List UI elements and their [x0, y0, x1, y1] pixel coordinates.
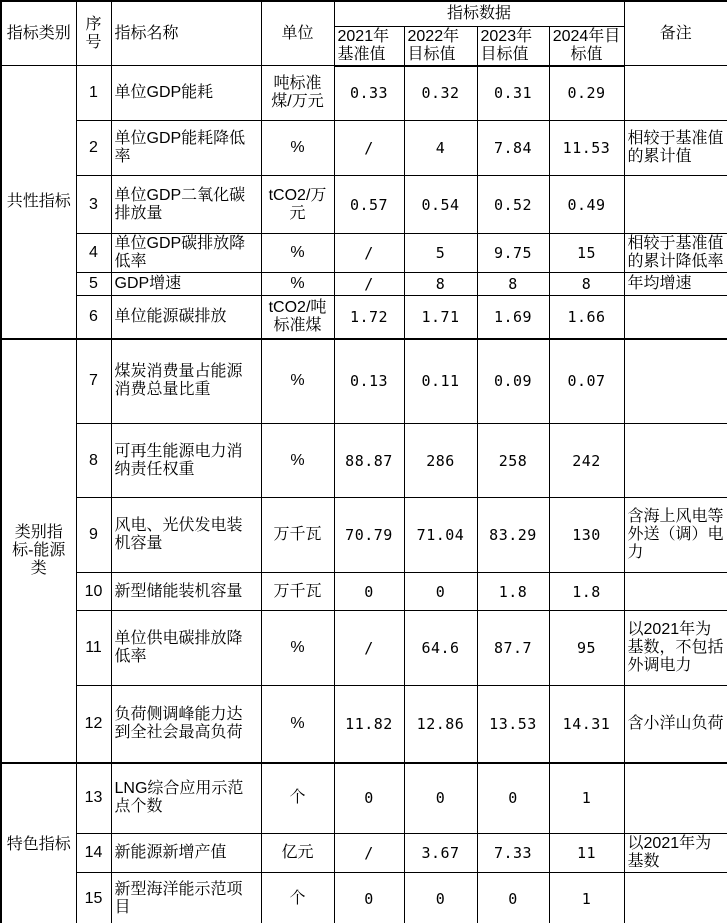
header-2024-target: 2024年目标值	[549, 26, 624, 66]
table-row	[1, 66, 727, 121]
cell-category: 特色指标	[1, 763, 76, 923]
cell-value-2021: /	[334, 273, 404, 296]
cell-unit: %	[261, 121, 334, 176]
cell-value-2022: 0	[404, 763, 477, 834]
cell-value-2021: /	[334, 234, 404, 273]
header-unit: 单位	[261, 1, 334, 66]
header-2021-baseline: 2021年基准值	[334, 26, 404, 66]
table-row	[1, 296, 727, 339]
table-header	[1, 1, 727, 66]
cell-unit: %	[261, 424, 334, 498]
cell-unit: tCO2/万元	[261, 176, 334, 234]
cell-remark: 年均增速	[624, 273, 727, 296]
cell-serial-number: 4	[76, 234, 111, 273]
table-row	[1, 273, 727, 296]
cell-serial-number: 7	[76, 339, 111, 424]
cell-value-2022: 0.11	[404, 339, 477, 424]
cell-serial-number: 8	[76, 424, 111, 498]
cell-value-2024: 15	[549, 234, 624, 273]
cell-value-2022: 4	[404, 121, 477, 176]
cell-indicator-name: 单位供电碳排放降低率	[111, 611, 261, 686]
cell-unit: %	[261, 234, 334, 273]
cell-value-2022: 286	[404, 424, 477, 498]
cell-value-2023: 0.31	[477, 66, 549, 121]
table-body	[1, 66, 727, 923]
cell-serial-number: 2	[76, 121, 111, 176]
cell-indicator-name: 单位GDP能耗	[111, 66, 261, 121]
cell-remark: 相较于基准值的累计降低率	[624, 234, 727, 273]
cell-unit: 吨标准煤/万元	[261, 66, 334, 121]
cell-serial-number: 13	[76, 763, 111, 834]
cell-indicator-name: LNG综合应用示范点个数	[111, 763, 261, 834]
cell-value-2024: 1.66	[549, 296, 624, 339]
header-indicator-data: 指标数据	[334, 1, 624, 26]
header-serial-number: 序号	[76, 1, 111, 66]
cell-serial-number: 1	[76, 66, 111, 121]
cell-value-2023: 13.53	[477, 686, 549, 763]
cell-value-2023: 9.75	[477, 234, 549, 273]
cell-value-2024: 11	[549, 834, 624, 873]
cell-value-2022: 0	[404, 573, 477, 611]
cell-remark: 相较于基准值的累计值	[624, 121, 727, 176]
cell-value-2021: 11.82	[334, 686, 404, 763]
cell-value-2021: /	[334, 121, 404, 176]
cell-remark: 含海上风电等外送（调）电力	[624, 498, 727, 573]
cell-serial-number: 5	[76, 273, 111, 296]
cell-indicator-name: 新型海洋能示范项目	[111, 873, 261, 923]
cell-value-2023: 7.33	[477, 834, 549, 873]
cell-value-2023: 7.84	[477, 121, 549, 176]
header-indicator-name: 指标名称	[111, 1, 261, 66]
cell-value-2022: 64.6	[404, 611, 477, 686]
cell-value-2021: 0	[334, 573, 404, 611]
table-row	[1, 176, 727, 234]
cell-value-2024: 0.29	[549, 66, 624, 121]
cell-remark	[624, 296, 727, 339]
cell-indicator-name: 单位GDP能耗降低率	[111, 121, 261, 176]
cell-value-2023: 258	[477, 424, 549, 498]
cell-value-2022: 0.32	[404, 66, 477, 121]
cell-serial-number: 10	[76, 573, 111, 611]
cell-serial-number: 3	[76, 176, 111, 234]
cell-value-2022: 3.67	[404, 834, 477, 873]
cell-value-2021: 1.72	[334, 296, 404, 339]
table-row	[1, 424, 727, 498]
cell-serial-number: 15	[76, 873, 111, 923]
table-row	[1, 873, 727, 923]
cell-value-2024: 11.53	[549, 121, 624, 176]
cell-serial-number: 6	[76, 296, 111, 339]
cell-value-2024: 14.31	[549, 686, 624, 763]
header-remark: 备注	[624, 1, 727, 66]
cell-value-2021: 0	[334, 763, 404, 834]
cell-value-2023: 0	[477, 873, 549, 923]
cell-indicator-name: 单位GDP碳排放降低率	[111, 234, 261, 273]
cell-value-2022: 12.86	[404, 686, 477, 763]
cell-indicator-name: 可再生能源电力消纳责任权重	[111, 424, 261, 498]
cell-value-2021: 0	[334, 873, 404, 923]
table-row	[1, 234, 727, 273]
cell-remark: 以2021年为基数，不包括外调电力	[624, 611, 727, 686]
cell-indicator-name: 负荷侧调峰能力达到全社会最高负荷	[111, 686, 261, 763]
cell-value-2024: 95	[549, 611, 624, 686]
cell-unit: %	[261, 611, 334, 686]
cell-value-2021: /	[334, 834, 404, 873]
table-row	[1, 834, 727, 873]
cell-value-2023: 87.7	[477, 611, 549, 686]
cell-remark	[624, 873, 727, 923]
cell-value-2024: 0.49	[549, 176, 624, 234]
cell-remark	[624, 66, 727, 121]
cell-serial-number: 12	[76, 686, 111, 763]
cell-remark: 含小洋山负荷	[624, 686, 727, 763]
header-indicator-category: 指标类别	[1, 1, 76, 66]
cell-unit: 万千瓦	[261, 498, 334, 573]
cell-unit: 个	[261, 763, 334, 834]
cell-indicator-name: 新型储能装机容量	[111, 573, 261, 611]
cell-unit: %	[261, 273, 334, 296]
cell-remark	[624, 176, 727, 234]
header-2023-target: 2023年目标值	[477, 26, 549, 66]
cell-serial-number: 11	[76, 611, 111, 686]
table-row	[1, 121, 727, 176]
cell-value-2021: 88.87	[334, 424, 404, 498]
cell-value-2024: 0.07	[549, 339, 624, 424]
cell-remark	[624, 573, 727, 611]
cell-indicator-name: 风电、光伏发电装机容量	[111, 498, 261, 573]
cell-remark	[624, 424, 727, 498]
cell-category: 类别指标-能源类	[1, 339, 76, 763]
cell-value-2023: 1.69	[477, 296, 549, 339]
header-row-group	[1, 1, 727, 26]
cell-serial-number: 9	[76, 498, 111, 573]
cell-remark: 以2021年为基数	[624, 834, 727, 873]
cell-value-2021: 70.79	[334, 498, 404, 573]
cell-indicator-name: 单位GDP二氧化碳排放量	[111, 176, 261, 234]
cell-value-2023: 8	[477, 273, 549, 296]
table-row	[1, 339, 727, 424]
cell-indicator-name: 新能源新增产值	[111, 834, 261, 873]
cell-value-2022: 5	[404, 234, 477, 273]
cell-value-2023: 0.52	[477, 176, 549, 234]
cell-value-2021: 0.33	[334, 66, 404, 121]
cell-value-2022: 0.54	[404, 176, 477, 234]
cell-value-2023: 83.29	[477, 498, 549, 573]
cell-indicator-name: 煤炭消费量占能源消费总量比重	[111, 339, 261, 424]
cell-remark	[624, 763, 727, 834]
cell-unit: %	[261, 339, 334, 424]
cell-value-2022: 1.71	[404, 296, 477, 339]
cell-value-2021: /	[334, 611, 404, 686]
cell-value-2022: 71.04	[404, 498, 477, 573]
table-row	[1, 498, 727, 573]
table-row	[1, 763, 727, 834]
cell-value-2022: 0	[404, 873, 477, 923]
cell-unit: %	[261, 686, 334, 763]
cell-indicator-name: 单位能源碳排放	[111, 296, 261, 339]
cell-unit: 万千瓦	[261, 573, 334, 611]
cell-category: 共性指标	[1, 66, 76, 339]
cell-value-2021: 0.57	[334, 176, 404, 234]
cell-unit: 亿元	[261, 834, 334, 873]
cell-remark	[624, 339, 727, 424]
cell-indicator-name: GDP增速	[111, 273, 261, 296]
cell-value-2024: 130	[549, 498, 624, 573]
cell-value-2023: 1.8	[477, 573, 549, 611]
cell-value-2023: 0	[477, 763, 549, 834]
header-2022-target: 2022年目标值	[404, 26, 477, 66]
table-row	[1, 573, 727, 611]
cell-value-2021: 0.13	[334, 339, 404, 424]
cell-value-2024: 1	[549, 763, 624, 834]
cell-value-2024: 1	[549, 873, 624, 923]
cell-serial-number: 14	[76, 834, 111, 873]
cell-value-2024: 8	[549, 273, 624, 296]
cell-value-2024: 1.8	[549, 573, 624, 611]
table-row	[1, 611, 727, 686]
cell-value-2024: 242	[549, 424, 624, 498]
cell-unit: tCO2/吨标准煤	[261, 296, 334, 339]
cell-unit: 个	[261, 873, 334, 923]
cell-value-2022: 8	[404, 273, 477, 296]
table-row	[1, 686, 727, 763]
cell-value-2023: 0.09	[477, 339, 549, 424]
